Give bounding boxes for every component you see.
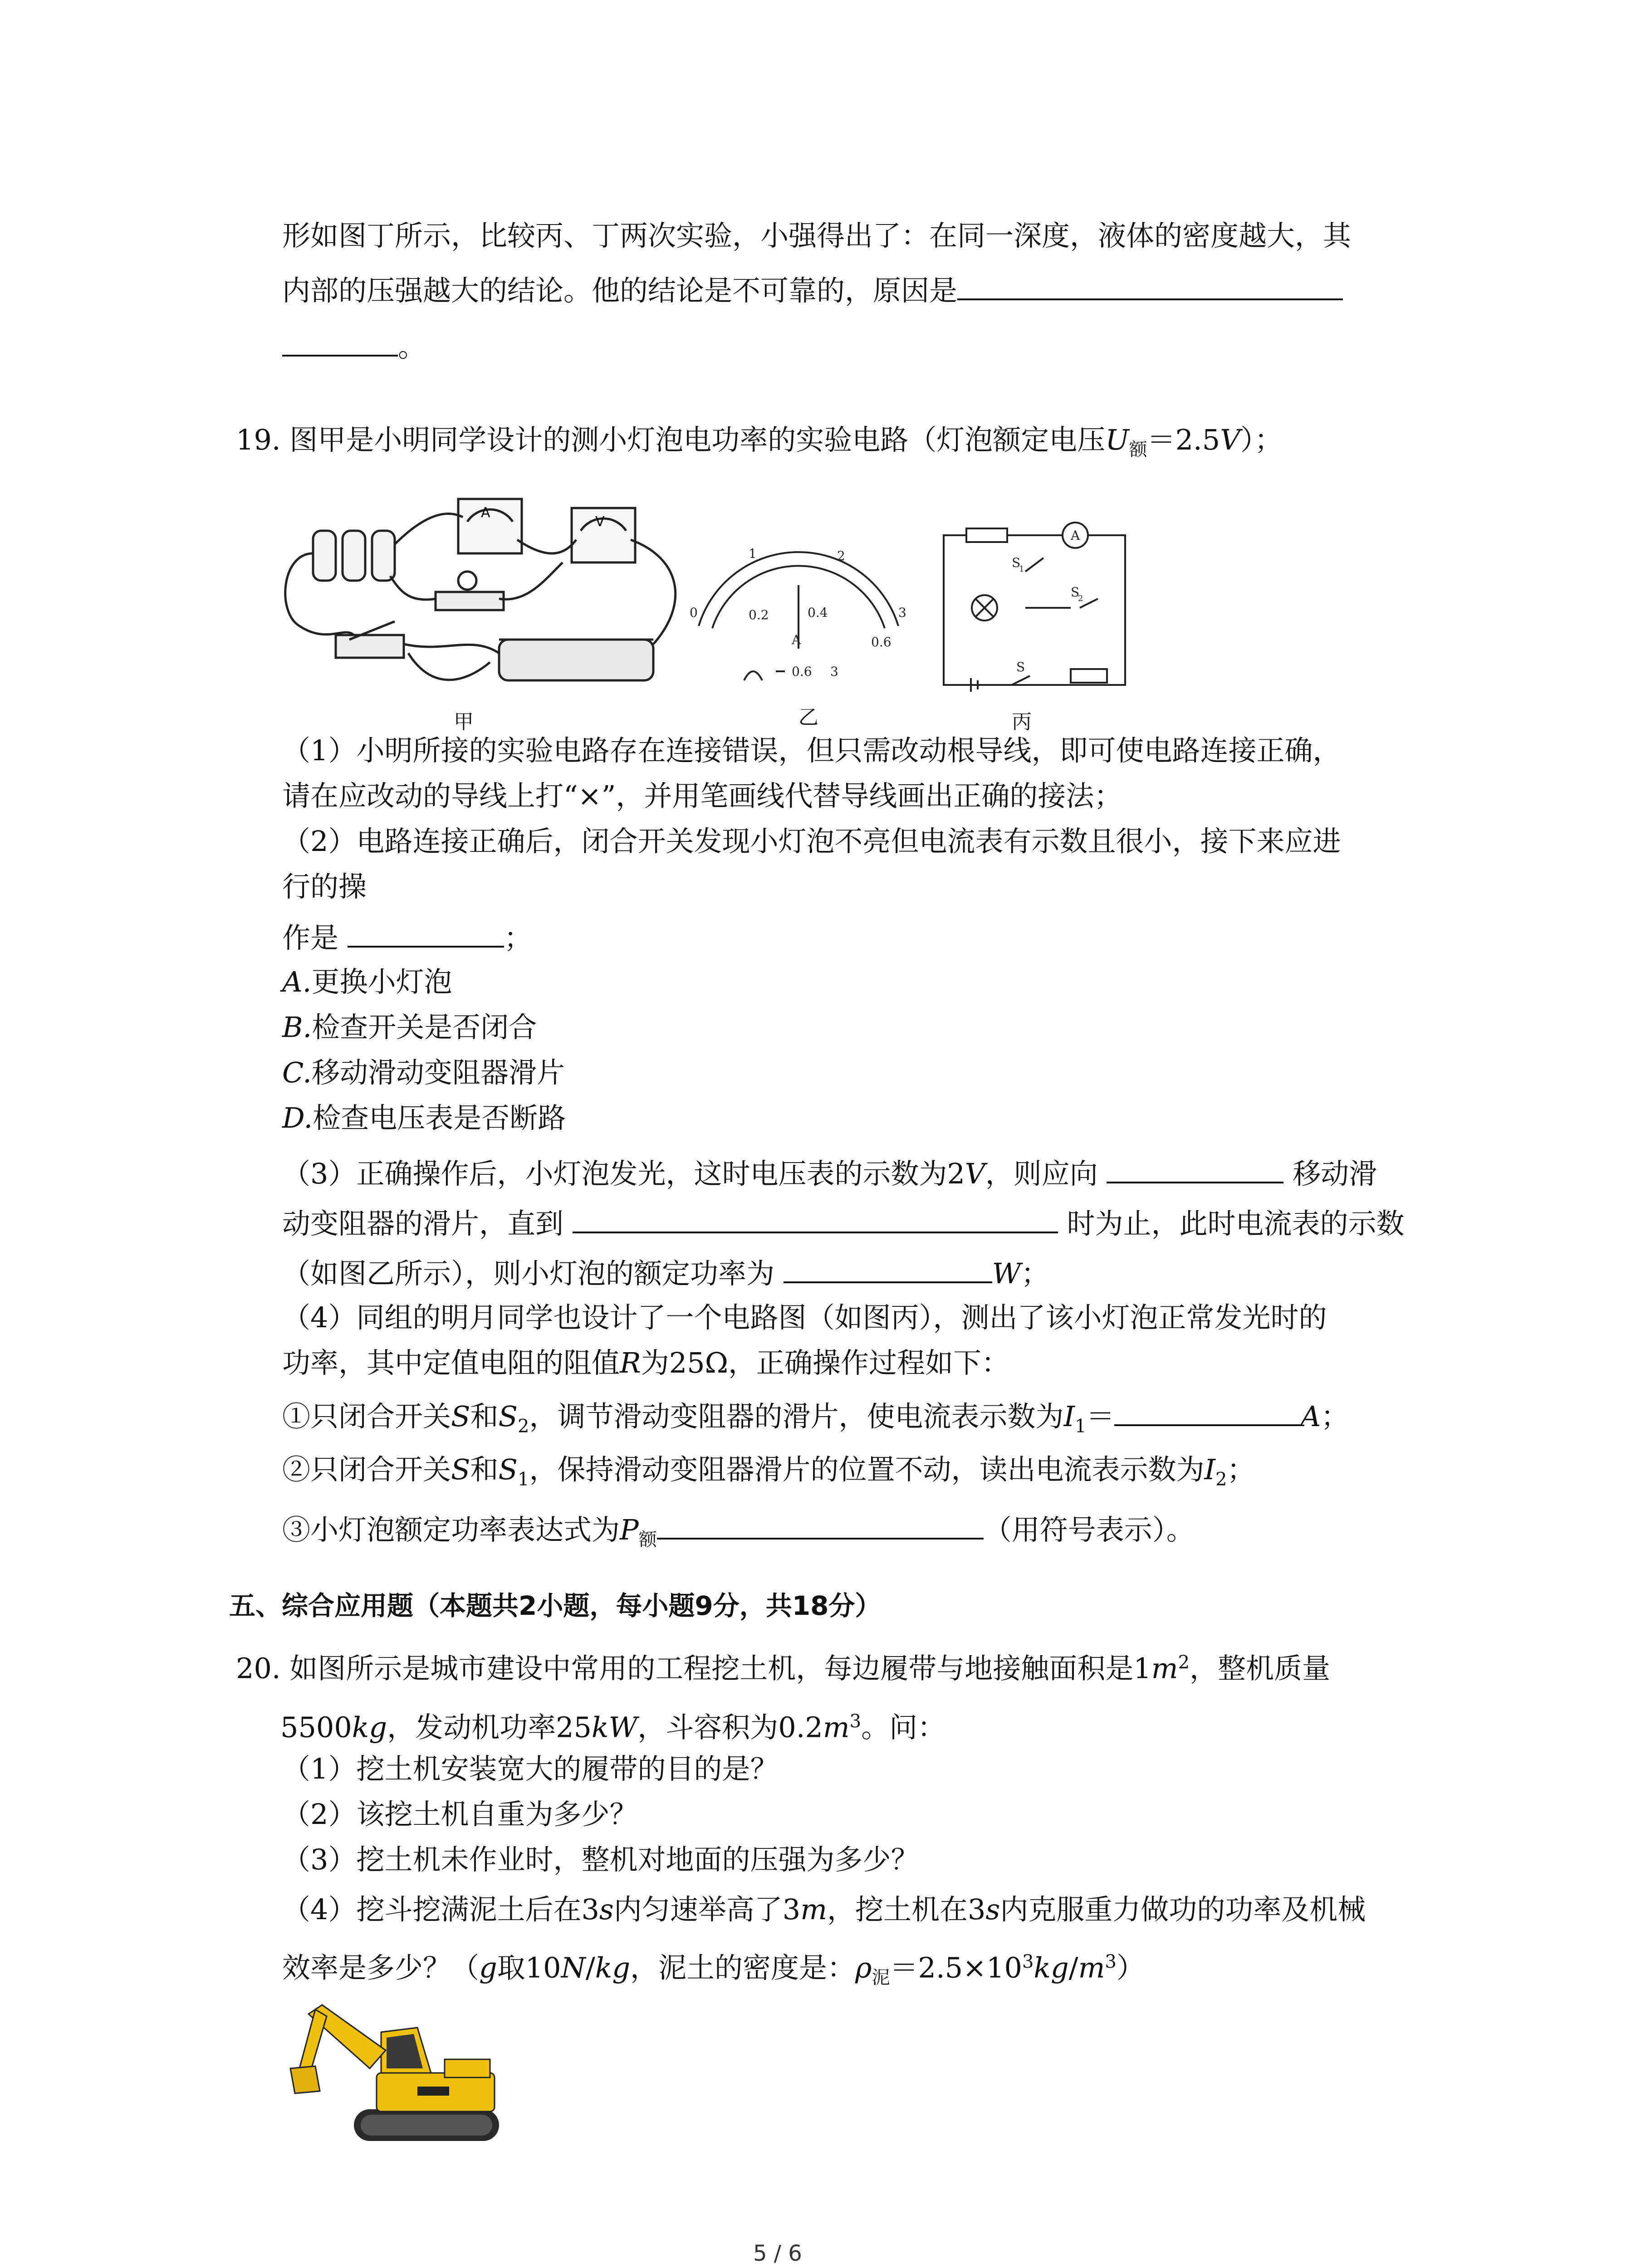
svg-text:V: V — [595, 514, 605, 530]
q20-q4b-d: ，泥土的密度是： — [630, 1951, 856, 1984]
battery-icon — [313, 531, 336, 581]
circuit-label-A: A — [1071, 528, 1080, 543]
option-b-letter: B. — [282, 1011, 312, 1044]
q20-q4b-kg2: kg — [1034, 1951, 1069, 1984]
q19-p3b — [282, 1204, 1404, 1242]
dial-mark-0: 0 — [690, 605, 698, 620]
dial-terminal-06: 0.6 — [792, 664, 812, 679]
q20-l2-sup: 3 — [849, 1711, 862, 1732]
step3-expression-blank[interactable] — [657, 1510, 984, 1540]
q20-l2-kW: kW — [591, 1711, 638, 1744]
step2-S: S — [451, 1453, 470, 1486]
circuit-label-S1: S — [1012, 555, 1021, 570]
caption-yi: 乙 — [798, 706, 818, 729]
q20-l2-a: 5500 — [280, 1711, 352, 1744]
q20-l2-m: m — [823, 1711, 850, 1744]
q19-p4b — [282, 1345, 1009, 1381]
q20-q3: （3）挖土机未作业时，整机对地面的压强为多少？ — [282, 1843, 919, 1876]
q20-q4a-s: s — [599, 1893, 614, 1926]
q19-step3 — [282, 1510, 1195, 1558]
circuit-label-S2-sub: 2 — [1078, 594, 1083, 603]
step1-A: A — [1300, 1400, 1321, 1433]
q20-q4b-sup2: 3 — [1105, 1951, 1117, 1972]
q19-p3b-text: 动变阻器的滑片，直到 — [282, 1207, 564, 1240]
q19-p3c-text: （如图乙所示），则小灯泡的额定功率为 — [282, 1257, 775, 1290]
lamp-icon — [458, 572, 476, 590]
q20-l1-sup: 2 — [1178, 1652, 1190, 1673]
option-d-text: 检查电压表是否断路 — [313, 1101, 566, 1134]
q19-p4b-R: R — [620, 1346, 641, 1379]
q20-q4a-a: （4）挖斗挖满泥土后在3 — [282, 1893, 599, 1926]
q19-p2-blank[interactable] — [348, 919, 504, 948]
step2-end: ； — [1227, 1453, 1255, 1486]
step1-I-sub: 1 — [1074, 1416, 1087, 1437]
circuit-label-S: S — [1016, 660, 1025, 675]
rheostat-icon — [499, 640, 653, 680]
step1-c: ，调节滑动变阻器的滑片，使电流表示数为 — [529, 1400, 1064, 1433]
q20-l2-b: ，发动机功率25 — [387, 1711, 592, 1744]
option-c-text: 移动滑动变阻器滑片 — [311, 1056, 565, 1089]
step2-a: ②只闭合开关 — [282, 1453, 451, 1486]
q19-p3c-W: W — [992, 1257, 1021, 1290]
q19-p2c-end: ； — [504, 921, 532, 954]
step2-S1: S — [498, 1453, 518, 1486]
q19-step1 — [282, 1397, 1349, 1444]
step1-S: S — [451, 1400, 470, 1433]
q20-q4b-sup: 3 — [1022, 1951, 1034, 1972]
step1-end: ； — [1321, 1400, 1349, 1433]
circuit-label-S1-sub: 1 — [1019, 564, 1024, 574]
step2-I: I — [1204, 1453, 1215, 1486]
step2-c: ，保持滑动变阻器滑片的位置不动，读出电流表示数为 — [529, 1453, 1205, 1486]
figure-bing-circuit — [935, 522, 1139, 699]
q20-q4b-a: 效率是多少？（ — [282, 1951, 480, 1984]
q19-p3b-c: 时为止，此时电流表的示数 — [1067, 1207, 1405, 1240]
svg-text:A: A — [481, 505, 490, 521]
dial-mark-04: 0.4 — [808, 605, 828, 620]
dial-mark-02: 0.2 — [749, 607, 769, 622]
q20-q4b-N: N — [561, 1951, 586, 1984]
q19-p1b: 请在应改动的导线上打“×”，并用笔画线代替导线画出正确的接法； — [282, 779, 1122, 812]
q19-p4b-b: 为25Ω，正确操作过程如下： — [641, 1346, 1010, 1379]
option-b-text: 检查开关是否闭合 — [312, 1011, 537, 1044]
circuit-rheostat-icon — [1071, 669, 1107, 683]
q19-option-d — [282, 1100, 566, 1136]
q19-p3a-c: 移动滑 — [1293, 1157, 1377, 1190]
q20-l1-a: 20. 如图所示是城市建设中常用的工程挖土机，每边履带与地接触面积是1 — [236, 1652, 1151, 1685]
q19-option-b — [282, 1009, 537, 1046]
q19-p4a: （4）同组的明月同学也设计了一个电路图（如图丙），测出了该小灯泡正常发光时的 — [282, 1301, 1327, 1334]
prev-line-1: 形如图丁所示，比较丙、丁两次实验，小强得出了：在同一深度，液体的密度越大，其 — [282, 219, 1352, 252]
q19-stem-b: ＝2.5 — [1147, 423, 1220, 456]
q19-until-blank[interactable] — [573, 1204, 1058, 1233]
dial-mark-06: 0.6 — [871, 635, 892, 650]
q19-stem-V: V — [1220, 423, 1240, 456]
caption-bing: 丙 — [1012, 710, 1032, 733]
q19-stem — [236, 422, 1283, 468]
page-number: 5 / 6 — [753, 2241, 802, 2266]
dial-terminal-3: 3 — [830, 664, 838, 679]
q20-l2-c: ，斗容积为0.2 — [637, 1711, 823, 1744]
step1-eq: ＝ — [1086, 1400, 1115, 1433]
q19-stem-sub: 额 — [1129, 439, 1147, 460]
q20-q4b-end: ） — [1116, 1951, 1145, 1984]
figure-yi-dial — [671, 522, 926, 694]
q19-stem-U: U — [1105, 423, 1129, 456]
q19-p3a-V: V — [965, 1157, 985, 1190]
prev-line-3 — [282, 327, 426, 365]
step2-b: 和 — [470, 1453, 499, 1486]
section-5-heading: 五、综合应用题（本题共2小题，每小题9分，共18分） — [229, 1590, 882, 1621]
q20-q4a-b: 内匀速举高了3 — [613, 1893, 801, 1926]
q20-q4b-rho: ρ — [855, 1951, 872, 1984]
q19-option-a — [282, 964, 452, 1000]
option-a-text: 更换小灯泡 — [311, 965, 452, 998]
q20-q4b-c: / — [585, 1951, 595, 1984]
q20-q4a-d: 内克服重力做功的功率及机械 — [1000, 1893, 1366, 1926]
reason-blank-cont[interactable] — [282, 327, 398, 357]
q19-p3a-text: （3）正确操作后，小灯泡发光，这时电压表的示数为2 — [282, 1157, 965, 1190]
q20-q4a-m: m — [800, 1893, 827, 1926]
prev-line-3-end: 。 — [398, 330, 426, 363]
q19-option-c — [282, 1055, 565, 1091]
switch-icon — [336, 635, 404, 658]
step3-P: P — [620, 1513, 639, 1546]
q19-power-blank[interactable] — [784, 1254, 992, 1283]
step1-S2-sub: 2 — [518, 1416, 529, 1437]
q20-l2-kg: kg — [352, 1711, 387, 1744]
step2-S1-sub: 1 — [518, 1469, 529, 1490]
option-d-letter: D. — [282, 1101, 313, 1134]
dial-mark-3: 3 — [898, 605, 906, 620]
step1-I: I — [1063, 1400, 1075, 1433]
q19-p1a: （1）小明所接的实验电路存在连接错误，但只需改动根导线，即可使电路连接正确， — [282, 734, 1341, 767]
reason-blank[interactable] — [957, 271, 1343, 300]
q20-q4a — [282, 1892, 1366, 1928]
step3-end: （用符号表示）。 — [983, 1513, 1195, 1546]
q20-q4b-rho-sub: 泥 — [872, 1967, 890, 1989]
q19-stem-c: ）； — [1240, 423, 1283, 456]
step3-a: ③小灯泡额定功率表达式为 — [282, 1513, 620, 1546]
step1-S2: S — [498, 1400, 518, 1433]
q19-stem-a: 19. 图甲是小明同学设计的测小灯泡电功率的实验电路（灯泡额定电压 — [236, 423, 1106, 456]
q19-p3a-b: ，则应向 — [985, 1157, 1098, 1190]
q20-line2 — [280, 1703, 945, 1746]
dial-unit-A: A — [792, 632, 801, 647]
q20-q4b-g: g — [479, 1951, 497, 1984]
battery-icon — [372, 531, 395, 581]
circuit-label-S2: S — [1071, 585, 1080, 600]
excavator-image — [281, 1996, 508, 2150]
prev-line-2 — [282, 271, 1343, 309]
q20-q4a-s2: s — [985, 1893, 1000, 1926]
step3-P-sub: 额 — [638, 1529, 657, 1550]
q20-q4b-kg: kg — [595, 1951, 631, 1984]
step2-I-sub: 2 — [1215, 1469, 1227, 1490]
q19-p3c-end: ； — [1021, 1257, 1049, 1290]
q20-q4b-m: m — [1078, 1951, 1105, 1984]
q20-q4b-f: / — [1068, 1951, 1078, 1984]
battery-icon — [343, 531, 365, 581]
option-c-letter: C. — [282, 1056, 312, 1089]
q20-l2-d: 。问： — [861, 1711, 946, 1744]
step1-current-blank[interactable] — [1114, 1397, 1300, 1426]
q19-p2c — [282, 919, 532, 956]
figure-jia-circuit — [272, 490, 717, 703]
q19-p2b: 行的操 — [282, 870, 367, 903]
q20-l1-b: ，整机质量 — [1190, 1652, 1331, 1685]
q20-q2: （2）该挖土机自重为多少？ — [282, 1798, 638, 1831]
q20-q4b-b: 取10 — [497, 1951, 561, 1984]
dial-mark-2: 2 — [837, 548, 845, 563]
q20-q1: （1）挖土机安装宽大的履带的目的是？ — [282, 1752, 779, 1785]
q19-p3c — [282, 1254, 1049, 1292]
step1-b: 和 — [470, 1400, 499, 1433]
q20-l1-m: m — [1151, 1652, 1178, 1685]
q19-step2 — [282, 1452, 1255, 1497]
q20-q4b-e: ＝2.5×10 — [890, 1951, 1022, 1984]
dial-mark-1: 1 — [749, 546, 757, 561]
prev-line-2-text: 内部的压强越大的结论。他的结论是不可靠的，原因是 — [282, 274, 958, 307]
q19-p2a: （2）电路连接正确后，闭合开关发现小灯泡不亮但电流表有示数且很小，接下来应进 — [282, 825, 1341, 858]
caption-jia: 甲 — [454, 710, 474, 733]
q19-p3a — [282, 1154, 1377, 1192]
option-a-letter: A. — [282, 965, 312, 998]
q20-q4b — [282, 1944, 1145, 1996]
step1-a: ①只闭合开关 — [282, 1400, 451, 1433]
q20-line1 — [236, 1644, 1330, 1687]
q19-direction-blank[interactable] — [1107, 1154, 1283, 1183]
q19-p2c-text: 作是 — [282, 921, 339, 954]
q19-p4b-a: 功率，其中定值电阻的阻值 — [282, 1346, 620, 1379]
q20-q4a-c: ，挖土机在3 — [827, 1893, 986, 1926]
